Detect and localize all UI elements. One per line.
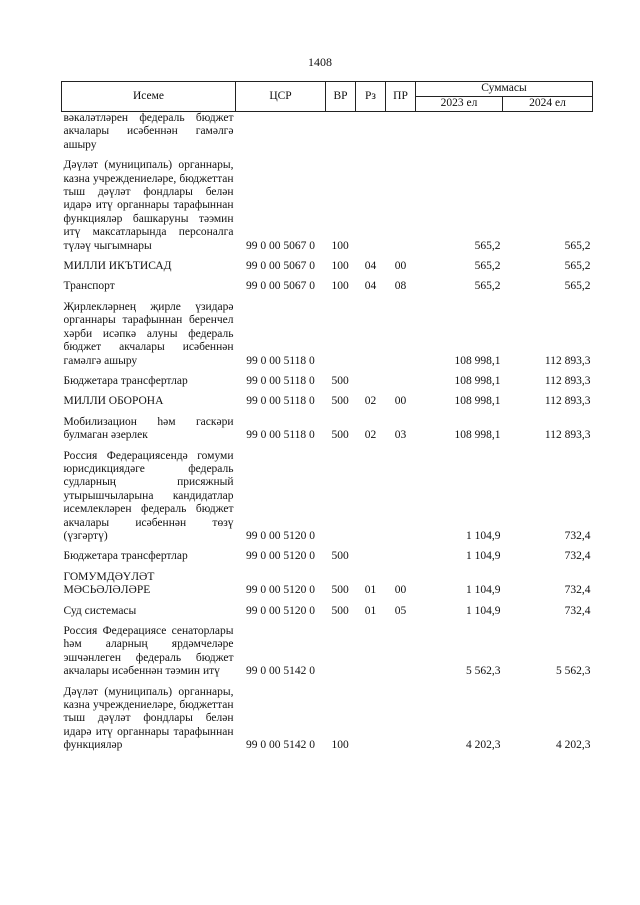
cell-name: вәкаләтләрен федераль бюджет акчалары исәбеннән гамәлгә ашыру [63,112,234,151]
cell-y2024: 732,4 [564,550,591,563]
row-spacer [62,443,593,450]
row-spacer [62,564,593,571]
cell-pr [386,112,416,153]
cell-y2023: 5 562,3 [466,665,501,678]
cell-y2023: 108 998,1 [454,395,501,408]
cell-rz [356,112,386,153]
cell-rz [356,301,386,368]
row-spacer [62,543,593,550]
budget-table [61,81,593,753]
cell-pr [386,550,416,563]
cell-y2023: 4 202,3 [466,739,501,752]
cell-csr: 99 0 00 5120 0 [246,529,315,542]
cell-vr: 500 [331,374,349,387]
cell-csr: 99 0 00 5067 0 [246,260,315,273]
cell-name: Дәүләт (муниципаль) органнары, казна учреждениеләре, бюджеттан тыш дәүләт фондлары белән идарә итү органнары тарафыннан функцияләр башкаруны тәэмин итү максатларында персоналга түләү чыгымнары [63,159,234,252]
cell-y2023: 1 104,9 [466,529,501,542]
cell-rz: 01 [364,584,377,597]
row-spacer [62,409,593,416]
table-body [62,112,593,753]
cell-y2024: 565,2 [564,239,591,252]
cell-vr [326,450,356,544]
cell-y2024: 732,4 [564,529,591,542]
cell-rz [356,375,386,388]
table-row [62,416,593,443]
cell-csr: 99 0 00 5067 0 [246,239,315,252]
cell-y2024: 5 562,3 [556,665,591,678]
table-row [62,112,593,153]
cell-rz [356,159,386,253]
cell-name: ГОМУМДӘҮЛӘТ МӘСЬӘЛӘЛӘРЕ [63,570,155,597]
cell-y2023: 108 998,1 [454,429,501,442]
cell-vr: 500 [331,395,349,408]
cell-name: Россия Федерациясе сенаторлары һәм аларның ярдәмчеләре эшчәнлеген федераль бюджет акчалары исәбеннән тәэмин итү [63,625,234,678]
header-name: Исеме [62,82,236,112]
cell-csr: 99 0 00 5118 0 [246,354,315,367]
cell-pr [386,625,416,679]
cell-name: Бюджетара трансфертлар [63,374,188,387]
cell-y2024: 565,2 [564,260,591,273]
cell-y2023: 1 104,9 [466,584,501,597]
cell-y2024: 565,2 [564,280,591,293]
cell-pr: 00 [394,260,407,273]
cell-pr [386,375,416,388]
cell-name: Дәүләт (муниципаль) органнары, казна учреждениеләре, бюджеттан тыш дәүләт фондлары белән идарә итү органнары тарафыннан функцияләр [63,685,234,752]
row-spacer [62,152,593,159]
cell-csr: 99 0 00 5067 0 [246,280,315,293]
table-row [62,301,593,368]
cell-vr [326,112,356,153]
cell-csr: 99 0 00 5120 0 [246,604,315,617]
cell-vr [326,625,356,679]
cell-vr: 100 [331,260,349,273]
table-row [62,550,593,563]
cell-csr [236,112,326,153]
cell-y2023: 1 104,9 [466,604,501,617]
cell-pr [386,450,416,544]
cell-y2023: 108 998,1 [454,374,501,387]
cell-y2023: 565,2 [474,239,501,252]
table-row [62,260,593,273]
cell-name: Транспорт [63,280,115,293]
cell-name: Россия Федерациясендә гомуми юрисдикциядәге федераль судларның присяжный утырышчыларына кандидатлар исемлекләрен федераль бюджет акчалары исәбеннән төзү (үзгәртү) [63,449,234,542]
cell-csr: 99 0 00 5118 0 [246,429,315,442]
cell-vr: 500 [331,604,349,617]
table-row [62,571,593,598]
cell-y2023: 108 998,1 [454,354,501,367]
cell-csr: 99 0 00 5142 0 [246,739,315,752]
row-spacer [62,388,593,395]
cell-y2024: 732,4 [564,604,591,617]
cell-y2024: 112 893,3 [544,395,591,408]
cell-vr: 100 [331,239,349,252]
cell-csr: 99 0 00 5120 0 [246,550,315,563]
cell-rz [356,550,386,563]
header-pr: ПР [386,82,416,112]
cell-rz: 01 [364,604,377,617]
cell-rz [356,625,386,679]
cell-y2024: 732,4 [564,584,591,597]
row-spacer [62,294,593,301]
cell-y2024: 112 893,3 [544,429,591,442]
cell-y2023: 1 104,9 [466,550,501,563]
cell-name: Мобилизацион һәм гаскәри булмаган әзерлек [63,415,234,442]
cell-pr: 08 [394,280,407,293]
cell-rz: 04 [364,260,377,273]
cell-rz: 02 [364,395,377,408]
table-header [62,82,593,112]
cell-csr: 99 0 00 5118 0 [246,374,315,387]
cell-vr: 100 [331,739,349,752]
table-row [62,686,593,753]
header-rz: Рз [356,82,386,112]
cell-y2023: 565,2 [474,260,501,273]
cell-name: МИЛЛИ ИКЪТИСАД [63,260,172,273]
cell-y2024: 4 202,3 [556,739,591,752]
cell-name: Бюджетара трансфертлар [63,550,188,563]
header-sums: Суммасы [416,82,593,97]
cell-csr: 99 0 00 5142 0 [246,665,315,678]
cell-name: Суд системасы [63,604,137,617]
table-row [62,280,593,293]
cell-pr: 00 [394,395,407,408]
cell-pr [386,301,416,368]
cell-csr: 99 0 00 5118 0 [246,395,315,408]
table-row [62,375,593,388]
header-year-2023: 2023 ел [416,97,503,112]
row-spacer [62,598,593,605]
cell-name: МИЛЛИ ОБОРОНА [63,395,164,408]
table-row [62,450,593,544]
header-year-2024: 2024 ел [503,97,593,112]
cell-y2024 [503,112,593,153]
budget-table-container [61,81,592,753]
cell-pr: 00 [394,584,407,597]
cell-pr [386,686,416,753]
row-spacer [62,618,593,625]
cell-rz [356,686,386,753]
cell-name: Җирлекләрнең җирле үзидарә органнары тарафыннан беренчел хәрби исәпкә алуны федераль бюджет акчалары исәбеннән гамәлгә ашыру [63,300,234,367]
row-spacer [62,273,593,280]
cell-vr: 500 [331,550,349,563]
page-number: 1408 [308,55,332,69]
table-row [62,159,593,253]
table-row [62,625,593,679]
cell-rz [356,450,386,544]
cell-pr: 05 [394,604,407,617]
cell-rz: 04 [364,280,377,293]
cell-vr [326,301,356,368]
cell-y2024: 112 893,3 [544,354,591,367]
header-csr: ЦСР [236,82,326,112]
cell-pr [386,159,416,253]
cell-csr: 99 0 00 5120 0 [246,584,315,597]
row-spacer [62,679,593,686]
cell-vr: 500 [331,584,349,597]
row-spacer [62,368,593,375]
cell-rz: 02 [364,429,377,442]
header-vr: ВР [326,82,356,112]
row-spacer [62,253,593,260]
cell-y2023 [416,112,503,153]
cell-y2024: 112 893,3 [544,374,591,387]
table-row [62,605,593,618]
table-row [62,395,593,408]
cell-y2023: 565,2 [474,280,501,293]
cell-vr: 500 [331,429,349,442]
cell-pr: 03 [394,429,407,442]
cell-vr: 100 [331,280,349,293]
